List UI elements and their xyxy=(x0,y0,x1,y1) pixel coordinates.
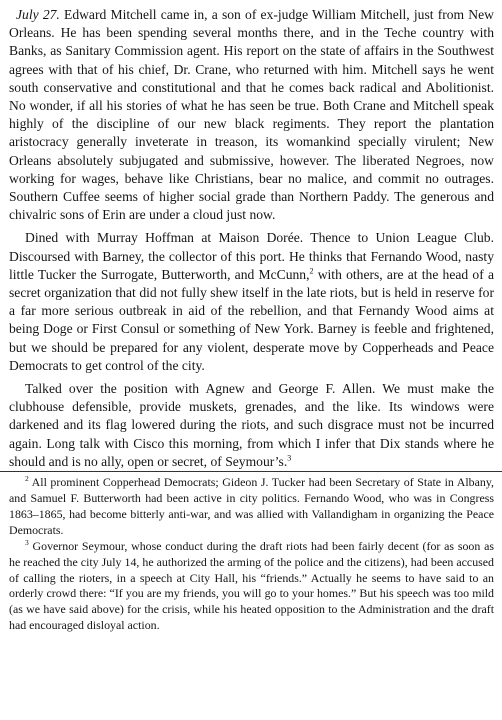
entry-date: July 27. xyxy=(16,7,60,22)
diary-entry-paragraph xyxy=(9,229,494,375)
footnote-number: 2 xyxy=(25,474,29,484)
footnote-text: All prominent Copperhead Democrats; Gideon J. Tucker had been Secretary of State in Albany, and Samuel F. Butterworth had been active in city politics. Fernando Wood, who was in Congress 1863–1865, had become bitterly anti-war, and was allied with Vallandigham in organizing the Peace Democrats. xyxy=(9,475,494,537)
footnotes xyxy=(9,475,494,634)
paragraph-text: Edward Mitchell came in, a son of ex-judge William Mitchell, just from New Orleans. He has been spending several months there, and in the Teche country with Banks, as Sanitary Commission agent. His report on the state of affairs in the Southwest agrees with that of his chief, Dr. Crane, who returned with him. Mitchell says he went south conservative and constitutional and that he comes back radical and Abolitionist. No wonder, if all his stories of what he has seen be true. Both Crane and Mitchell speak highly of the discipline of our new black regiments. They report the plantation aristocracy generally inveterate in treason, its womankind specially virulent; New Orleans absolutely subjugated and submissive, however. The liberated Negroes, now working for wages, behave like Christians, bear no malice, and commit no outrages. Southern Cuffee seems of higher social grade than Northern Paddy. The generous and chivalric sons of Erin are under a cloud just now. xyxy=(9,7,494,223)
footnote-reference[interactable]: 3 xyxy=(287,453,292,463)
diary-entry-paragraph xyxy=(9,6,494,224)
paragraph-text: with others, are at the head of a secret organization that did not fully shew itself in the late riots, but is held in reserve for a far more serious outbreak in aid of the rebellion, and that Fernandy Wood aims at being Doge or First Consul or something of New York. Barney is feeble and frightened, but we should be prepared for any violent, desperate move by Copperheads and Peace Democrats to get control of the city. xyxy=(9,266,494,373)
diary-entry-paragraph xyxy=(9,380,494,471)
footnote-number: 3 xyxy=(25,537,29,547)
footnote-text: Governor Seymour, whose conduct during the draft riots had been fairly decent (for as soon as he reached the city July 14, he authorized the arming of the police and the citizens), had been accused of calling the rioters, in a speech at City Hall, his “friends.” Actually he seems to have said to an orderly crowd there: “If you are my friends, you will go to your homes.” But his speech was too mild (as we have said above) for the crisis, while his heated opposition to the Administration and the draft had encouraged disloyal action. xyxy=(9,538,494,633)
footnote-divider xyxy=(0,471,502,472)
footnote xyxy=(9,539,494,634)
footnote xyxy=(9,475,494,539)
paragraph-text: Dined with Murray Hoffman at Maison Dorée. Thence to Union League Club. Discoursed with Barney, the collector of this port. He thinks that Fernando Wood, nasty little Tucker the Surrogate, Butterworth, and McCunn, xyxy=(9,230,494,282)
footnote-reference[interactable]: 2 xyxy=(309,266,314,276)
paragraph-text: Talked over the position with Agnew and George F. Allen. We must make the clubhouse defensible, provide muskets, grenades, and the like. Its windows were darkened and its flag lowered during the riots, and such disgrace must not be incurred again. Long talk with Cisco this morning, from which I infer that Dix stands where he should and is no ally, open or secret, of Seymour’s. xyxy=(9,381,494,469)
